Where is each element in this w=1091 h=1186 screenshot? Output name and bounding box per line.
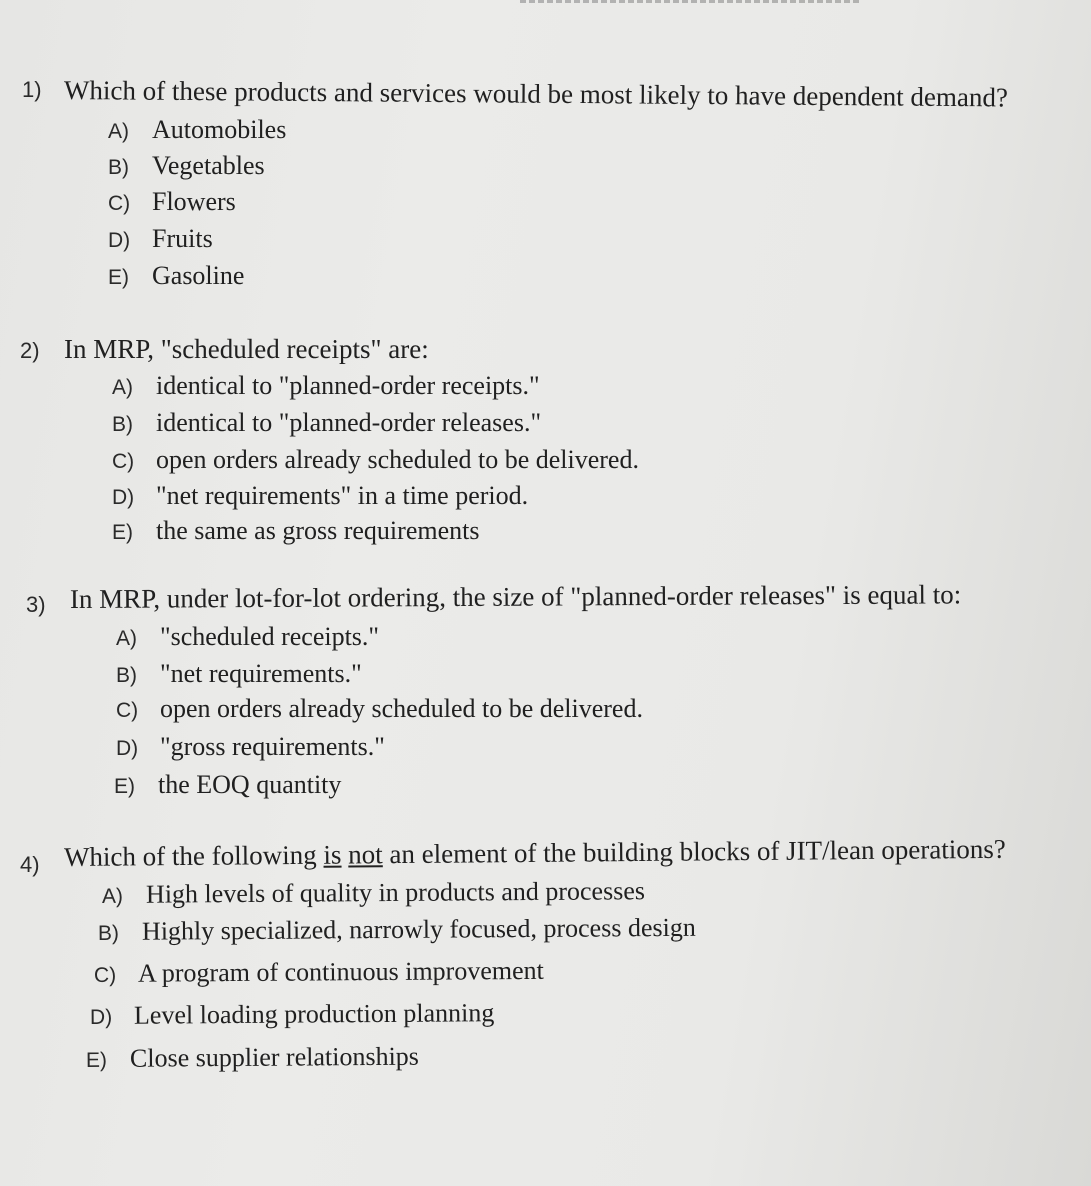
option-text: identical to "planned-order releases.": [156, 408, 542, 437]
stem-text-after: an element of the building blocks of JIT/lean operations?: [382, 833, 1006, 870]
stem-text-before: Which of the following: [63, 839, 324, 872]
stem-underline-is: is: [323, 839, 342, 870]
option-letter: E): [85, 1048, 108, 1072]
option-text: Vegetables: [152, 151, 265, 180]
option-text: "gross requirements.": [160, 732, 385, 761]
question-stem: Which of these products and services would be most likely to have dependent demand?: [63, 75, 1009, 113]
option-letter: D): [108, 229, 131, 252]
option-b: [98, 913, 696, 947]
option-letter: B): [97, 921, 120, 945]
option-letter: A): [112, 376, 133, 399]
option-letter: C): [112, 450, 135, 473]
option-text: High levels of quality in products and processes: [145, 876, 646, 909]
option-text: "scheduled receipts.": [160, 622, 380, 651]
option-b: [116, 659, 362, 689]
option-a: [116, 622, 379, 652]
option-text: the EOQ quantity: [158, 770, 342, 799]
option-d: [90, 998, 495, 1031]
question-number: 2): [20, 338, 40, 363]
option-letter: D): [112, 486, 135, 509]
option-text: Level loading production planning: [133, 998, 495, 1030]
option-letter: B): [112, 413, 133, 436]
option-text: open orders already scheduled to be delivered.: [160, 694, 643, 723]
stem-underline-not: not: [348, 839, 383, 870]
option-text: Close supplier relationships: [129, 1041, 419, 1073]
option-letter: C): [93, 963, 117, 987]
option-text: Gasoline: [152, 261, 245, 290]
option-d: [108, 224, 213, 254]
option-letter: A): [108, 120, 129, 143]
option-e: [108, 261, 244, 291]
option-e: [114, 770, 341, 800]
option-text: "net requirements.": [160, 659, 362, 688]
option-letter: A): [101, 884, 124, 908]
option-text: A program of continuous improvement: [137, 955, 544, 988]
option-text: open orders already scheduled to be delivered.: [156, 445, 639, 474]
option-letter: B): [108, 156, 129, 179]
option-letter: C): [116, 699, 139, 722]
option-c: [116, 694, 643, 724]
option-text: Automobiles: [152, 115, 287, 144]
option-text: identical to "planned-order receipts.": [156, 371, 540, 400]
option-text: Fruits: [152, 224, 213, 253]
option-a: [102, 876, 645, 910]
question-stem: [64, 834, 1006, 873]
option-letter: D): [89, 1005, 113, 1029]
option-e: [112, 516, 479, 546]
option-letter: E): [108, 266, 129, 289]
option-d: [116, 732, 385, 762]
option-letter: B): [116, 664, 137, 687]
question-number: 3): [26, 592, 46, 617]
question-number: 1): [22, 77, 42, 102]
option-d: [112, 481, 528, 511]
option-letter: D): [116, 737, 139, 760]
top-dashed-rule: [520, 0, 860, 3]
question-stem: In MRP, under lot-for-lot ordering, the size of "planned-order releases" is equal to:: [69, 579, 962, 614]
option-letter: E): [114, 775, 135, 798]
question-stem: In MRP, "scheduled receipts" are:: [64, 334, 429, 364]
option-b: [108, 151, 265, 181]
option-letter: E): [112, 521, 133, 544]
option-c: [94, 956, 544, 989]
option-c: [108, 187, 236, 217]
option-a: [108, 115, 286, 145]
option-letter: C): [108, 192, 131, 215]
option-e: [86, 1042, 419, 1074]
option-text: Highly specialized, narrowly focused, process design: [141, 912, 696, 946]
question-number: 4): [20, 852, 40, 877]
option-text: the same as gross requirements: [156, 516, 480, 545]
option-text: Flowers: [152, 187, 236, 216]
option-b: [112, 408, 541, 438]
option-letter: A): [116, 627, 137, 650]
option-c: [112, 445, 639, 475]
option-text: "net requirements" in a time period.: [156, 481, 529, 510]
option-a: [112, 371, 540, 401]
